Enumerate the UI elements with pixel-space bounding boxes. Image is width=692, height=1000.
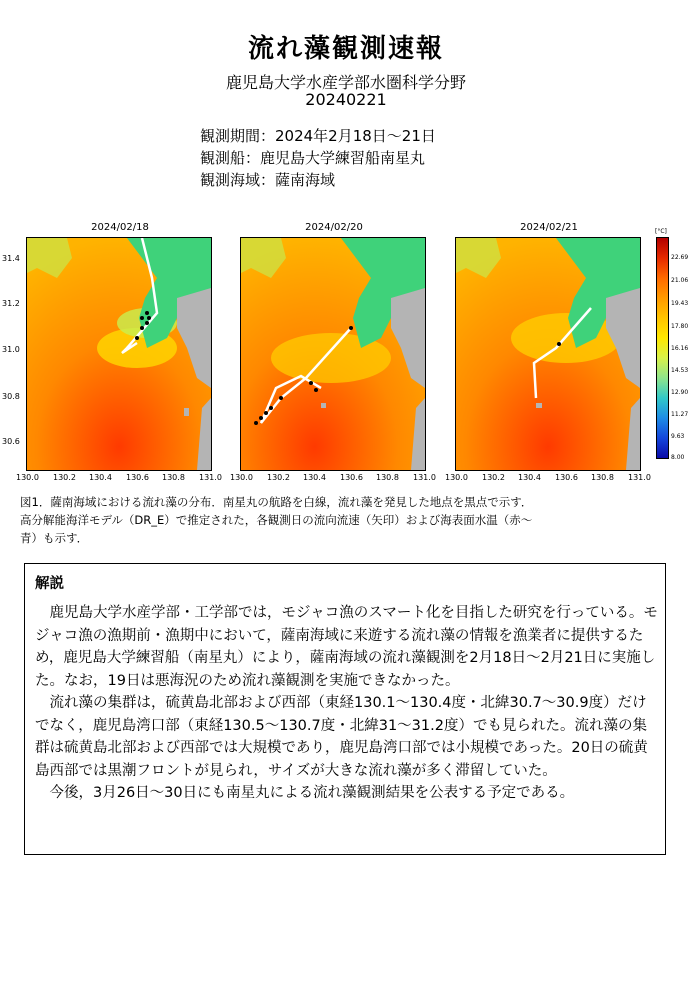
x-tick: 130.6 [555, 473, 578, 482]
colorbar-tick: 22.69 [671, 254, 689, 261]
x-tick: 131.0 [628, 473, 651, 482]
explanation-box [24, 563, 666, 855]
y-tick: 30.6 [2, 437, 20, 446]
x-tick: 130.6 [126, 473, 149, 482]
caption-line: 図1．薩南海域における流れ藻の分布．南星丸の航路を白線，流れ藻を発見した地点を黒点で示す． [20, 495, 533, 509]
map-date-2: 2024/02/20 [305, 222, 363, 233]
x-tick: 130.2 [482, 473, 505, 482]
figure-caption [20, 493, 670, 547]
x-tick: 130.4 [303, 473, 326, 482]
colorbar-tick: 16.16 [671, 345, 689, 352]
x-tick: 130.8 [591, 473, 614, 482]
sst-map-2 [240, 237, 426, 471]
colorbar-tick: 19.43 [671, 300, 689, 307]
x-tick: 130.0 [230, 473, 253, 482]
explanation-body [35, 602, 660, 805]
observation-ship: 観測船：鹿児島大学練習船南星丸 [200, 149, 426, 167]
observation-period: 観測期間：2024年2月18日～21日 [200, 127, 436, 145]
y-tick: 31.0 [2, 345, 20, 354]
explanation-heading: 解説 [35, 576, 64, 592]
colorbar-tick: 14.53 [671, 367, 689, 374]
observation-area: 観測海域：薩南海域 [200, 171, 336, 189]
y-tick: 30.8 [2, 392, 20, 401]
colorbar-tick: 21.06 [671, 277, 689, 284]
colorbar-tick: 11.27 [671, 411, 689, 418]
x-tick: 130.4 [518, 473, 541, 482]
map-date-1: 2024/02/18 [91, 222, 149, 233]
x-tick: 130.2 [267, 473, 290, 482]
explanation-paragraph-2: 流れ藻の集群は，硫黄島北部および西部（東経130.1～130.4度・北緯30.7～30.9度）だけでなく，鹿児島湾口部（東経130.5～130.7度・北緯31～31.2度）でも見られた。流れ藻の集群は硫黄島北部および西部では大規模であり，鹿児島湾口部では小規模であった。20日の硫黄島西部では黒潮フロントが見られ，サイズが大きな流れ藻が多く滞留していた。 [35, 695, 648, 779]
y-tick: 31.4 [2, 254, 20, 263]
sst-colorbar [656, 237, 669, 459]
x-tick: 130.0 [16, 473, 39, 482]
colorbar-tick: 17.80 [671, 323, 689, 330]
colorbar-tick: 12.90 [671, 389, 689, 396]
x-tick: 131.0 [413, 473, 436, 482]
map-date-3: 2024/02/21 [520, 222, 578, 233]
x-tick: 130.6 [340, 473, 363, 482]
colorbar-tick: 9.63 [671, 433, 685, 440]
x-tick: 130.2 [53, 473, 76, 482]
x-tick: 130.8 [376, 473, 399, 482]
explanation-paragraph-1: 鹿児島大学水産学部・工学部では，モジャコ漁のスマート化を目指した研究を行っている。モジャコ漁の漁期前・漁期中において，薩南海域に来遊する流れ藻の情報を漁業者に提供するため，鹿児島大学練習船（南星丸）により，薩南海域の流れ藻観測を2月18日～2月21日に実施した。なお，19日は悪海況のため流れ藻観測を実施できなかった。 [35, 605, 658, 689]
report-date: 20240221 [305, 90, 387, 109]
page-title: 流れ藻観測速報 [247, 34, 444, 64]
colorbar-unit: [°C] [655, 228, 667, 235]
x-tick: 130.0 [445, 473, 468, 482]
colorbar-tick: 8.00 [671, 454, 685, 461]
organization: 鹿児島大学水産学部水圏科学分野 [225, 73, 466, 92]
y-tick: 31.2 [2, 299, 20, 308]
sst-map-1 [26, 237, 212, 471]
explanation-paragraph-3: 今後，3月26日～30日にも南星丸による流れ藻観測結果を公表する予定である。 [49, 785, 575, 801]
x-tick: 130.4 [89, 473, 112, 482]
caption-line: 青）も示す． [20, 531, 89, 545]
caption-line: 高分解能海洋モデル（DR_E）で推定された，各観測日の流向流速（矢印）および海表面水温（赤～ [20, 513, 533, 527]
x-tick: 131.0 [199, 473, 222, 482]
x-tick: 130.8 [162, 473, 185, 482]
sst-map-3 [455, 237, 641, 471]
